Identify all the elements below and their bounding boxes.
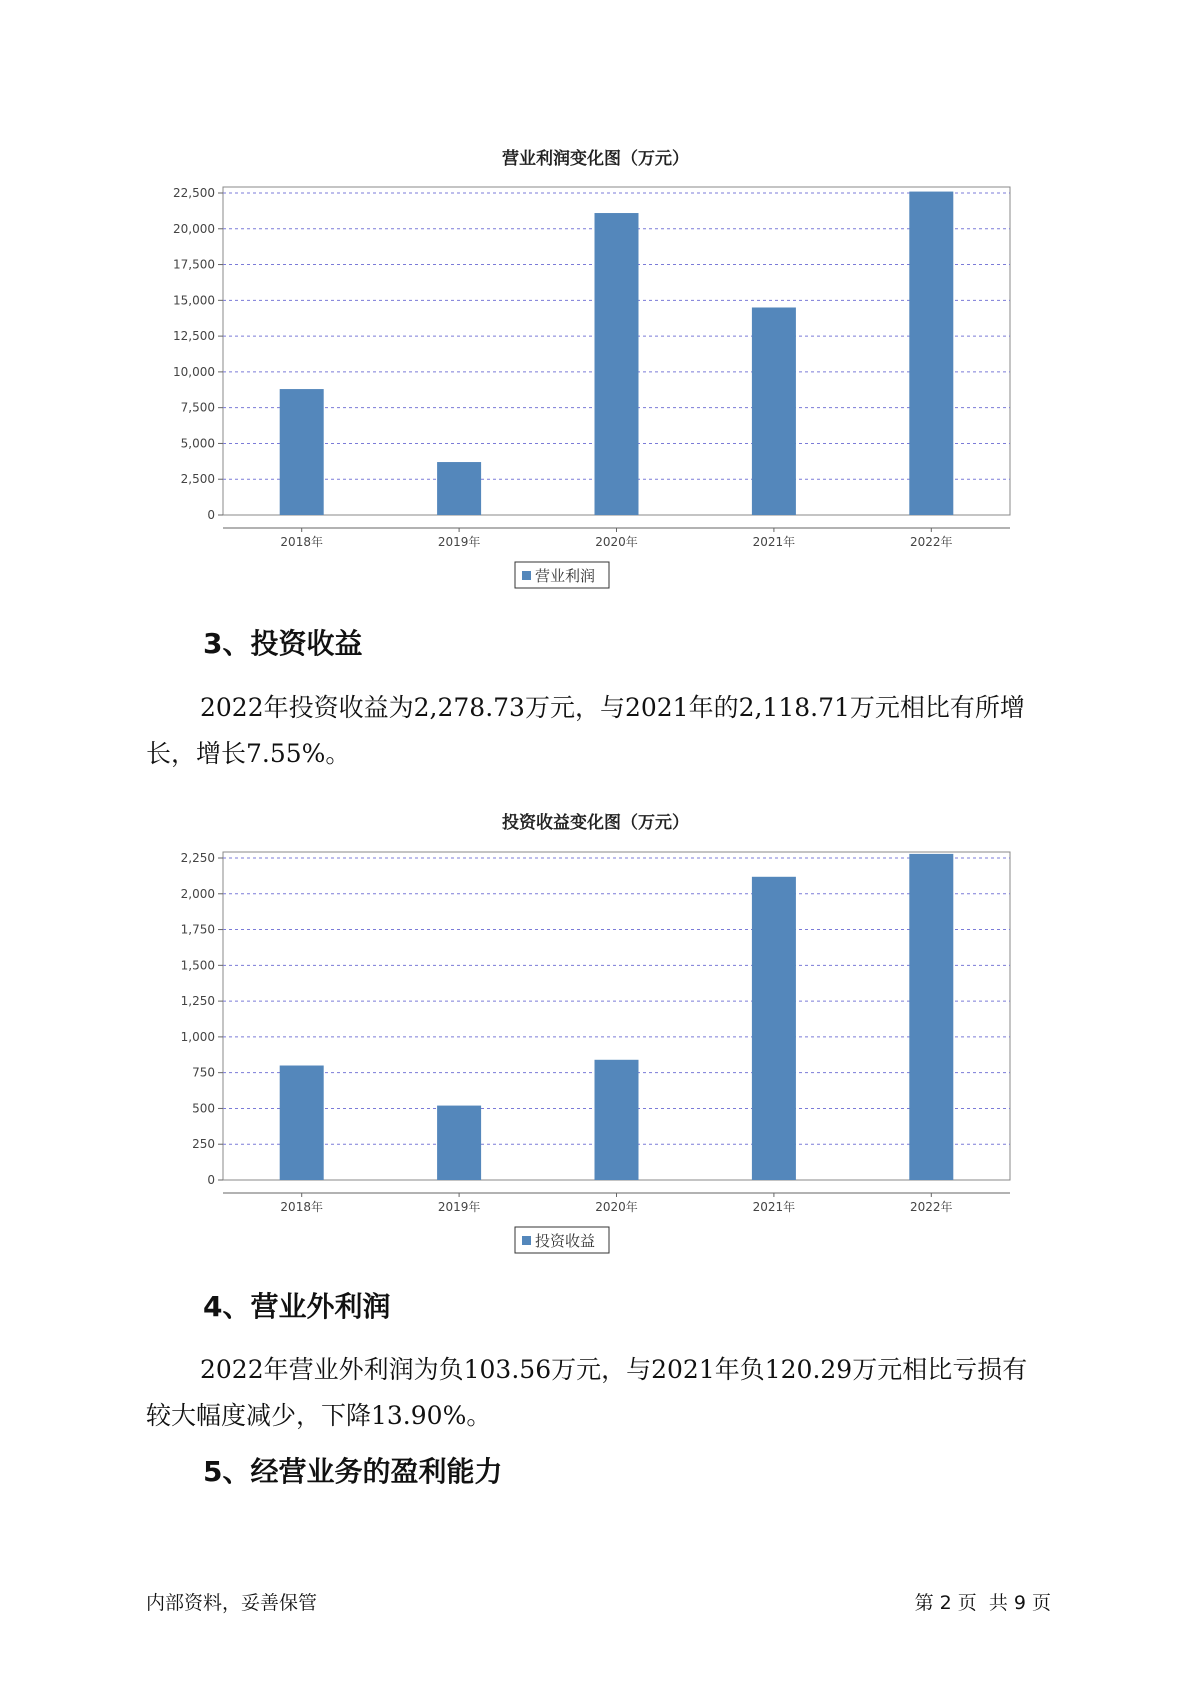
chart2-y-tick-label: 2,000 xyxy=(180,886,215,901)
chart2-bar xyxy=(752,877,796,1180)
chart1-legend xyxy=(515,562,609,588)
footer-page-number: 第 2 页 共 9 页 xyxy=(914,1592,1051,1614)
footer-confidential-note: 内部资料，妥善保管 xyxy=(146,1592,318,1614)
chart2-y-tick-label: 1,250 xyxy=(180,994,215,1009)
chart2-bar xyxy=(909,854,953,1180)
investment-income-chart xyxy=(0,840,1191,1260)
section4-heading: 4、营业外利润 xyxy=(203,1290,391,1323)
chart1-bar xyxy=(595,213,639,515)
chart1-x-tick-label: 2021年 xyxy=(752,535,796,549)
chart2-bar xyxy=(437,1106,481,1180)
chart2-x-tick-label: 2018年 xyxy=(280,1200,323,1214)
chart1-y-tick-label: 17,500 xyxy=(173,257,215,272)
chart1-y-tick-label: 7,500 xyxy=(180,400,215,415)
chart1-bar xyxy=(752,307,796,515)
chart1-bar xyxy=(909,192,953,515)
chart2-y-tick-label: 1,000 xyxy=(180,1029,215,1044)
chart2-legend-swatch xyxy=(522,1236,531,1245)
chart1-bar xyxy=(437,462,481,515)
chart1-x-tick-label: 2020年 xyxy=(595,535,638,549)
chart2-x-tick-label: 2021年 xyxy=(752,1200,796,1214)
chart2-x-tick-label: 2020年 xyxy=(595,1200,638,1214)
chart2-y-tick-label: 0 xyxy=(207,1173,215,1187)
chart2-y-tick-label: 1,500 xyxy=(180,958,215,973)
chart1-y-tick-label: 22,500 xyxy=(173,186,215,200)
chart2-y-tick-label: 2,250 xyxy=(180,851,215,865)
chart2-x-tick-label: 2022年 xyxy=(910,1200,953,1214)
chart2-y-tick-label: 750 xyxy=(192,1065,215,1080)
chart2-legend xyxy=(515,1227,609,1253)
chart1-legend-label: 营业利润 xyxy=(535,567,596,585)
chart1-y-tick-label: 10,000 xyxy=(173,364,215,379)
chart1-x-tick-label: 2018年 xyxy=(280,535,323,549)
chart1-y-tick-label: 20,000 xyxy=(173,221,215,236)
chart1-y-tick-label: 15,000 xyxy=(173,293,215,308)
chart1-x-tick-label: 2022年 xyxy=(910,535,953,549)
chart2-title: 投资收益变化图（万元） xyxy=(502,813,689,833)
chart2-y-tick-label: 1,750 xyxy=(180,922,215,937)
chart2-x-tick-label: 2019年 xyxy=(437,1200,481,1214)
chart1-y-tick-label: 12,500 xyxy=(173,329,215,344)
chart2-y-tick-label: 500 xyxy=(192,1101,215,1116)
section3-paragraph: 2022年投资收益为2,278.73万元，与2021年的2,118.71万元相比有所增长，增长7.55%。 xyxy=(146,693,1025,768)
chart1-x-tick-label: 2019年 xyxy=(437,535,481,549)
operating-profit-chart xyxy=(0,175,1191,595)
chart2-legend-label: 投资收益 xyxy=(535,1232,596,1250)
section4-paragraph: 2022年营业外利润为负103.56万元，与2021年负120.29万元相比亏损有较大幅度减少，下降13.90%。 xyxy=(146,1355,1028,1430)
chart1-y-tick-label: 0 xyxy=(207,508,215,522)
chart2-bar xyxy=(595,1060,639,1180)
chart2-y-tick-label: 250 xyxy=(192,1137,215,1152)
chart1-y-tick-label: 5,000 xyxy=(180,436,215,451)
chart1-legend-swatch xyxy=(522,571,531,580)
chart1-title: 营业利润变化图（万元） xyxy=(502,149,689,169)
section3-heading: 3、投资收益 xyxy=(203,627,363,660)
chart2-bar xyxy=(280,1066,324,1180)
chart1-y-tick-label: 2,500 xyxy=(180,472,215,487)
section5-heading: 5、经营业务的盈利能力 xyxy=(203,1455,503,1488)
chart1-bar xyxy=(280,389,324,515)
